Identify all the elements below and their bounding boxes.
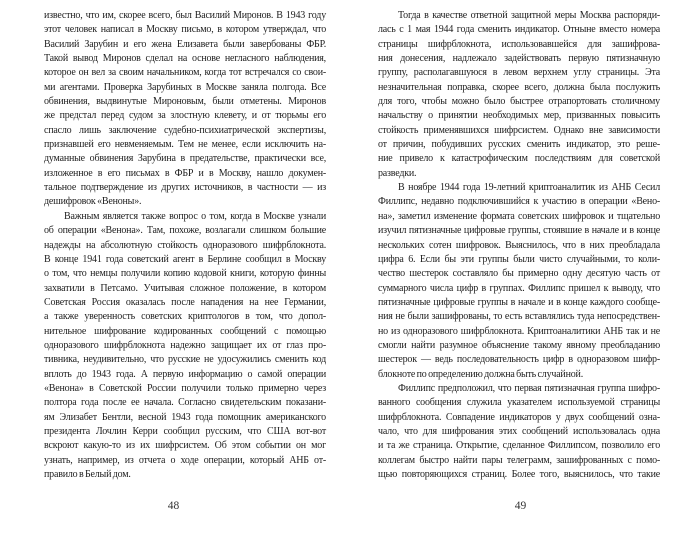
text-line: Василий Зарубин и его жена Елизавета были завербованы ФБР. [44,38,326,50]
text-line: ние привело к катастрофическим последствиям для советской [378,153,660,165]
text-line: одноразового шифрблокнота надежно защищает их от глаз про- [44,339,326,351]
text-line: «Венона» в Советской России получили только примерно через [44,382,326,394]
paragraph [44,9,326,210]
text-line: обвинения, выдвинутые Мироновым, были отметены. Миронов [44,96,326,108]
text-line: Такой вывод Миронов сделал на основе негласного наблюдения, [44,53,326,65]
text-line: думанные обвинения Зарубина в предательстве, практически все, [44,153,326,165]
text-line: Филлипс, недавно подключившийся к участию в операции «Вено- [378,196,660,208]
text-line: тальное подтверждение из других источников, в частности — из [44,182,326,194]
text-line: надежды на абсолютную стойкость одноразового шифрблокнота. [44,239,326,251]
text-line: изучил пятизначные цифровые группы, стоявшие в начале и в конце [378,225,660,237]
text-line: шифрблокнота. Совпадение индикаторов у двух сообщений озна- [378,411,660,423]
text-line: ям Элизабет Бентли, весной 1943 года помощник американского [44,411,326,423]
text-line: суммарного числа цифр в группах. Филлипс пришел к выводу, что [378,282,660,294]
text-line: а также уверенность советских криптологов в том, что допол- [44,311,326,323]
text-line: незначительная поправка, скорее всего, должна была послужить [378,81,660,93]
text-line: пятизначные цифровые группы в начале и в конце каждого сообще- [378,296,660,308]
text-line: признавшей его невменяемым. Тем не менее, если исключить на- [44,139,326,151]
text-line: начальству о принятии необходимых мер, призванных повысить [378,110,660,122]
text-line: В конце 1941 года советский агент в Берлине сообщил в Москву [44,253,326,265]
text-line: о том, что немцы получили копию кодовой книги, которую финны [44,268,326,280]
text-line: дешифровок «Веноны». [44,196,142,208]
text-line: узнать, например, из отчета о ходе операции, который АНБ от- [44,454,326,466]
text-line: нескольких сотен шифровок. Выяснилось, что в них преобладала [378,239,660,251]
text-line: известно, что им, скорее всего, был Василий Миронов. В 1943 году [44,10,326,21]
text-line: шестерок — ведь последовательность цифр в одноразовом шифр- [378,354,660,366]
text-line: правило в Белый дом. [44,469,131,480]
page-number: 49 [514,500,527,512]
page-number: 48 [167,500,180,512]
text-line: на», заметил изменение формата советских шифровок и тщательно [378,210,660,222]
text-line: захватили в Петсамо. Учитывая сложное положение, в котором [44,282,326,294]
text-line: вплоть до 1943 года. А первую информацию о самой операции [44,368,326,380]
text-line: Филлипс предположил, что первая пятизначная группа шифро- [398,382,660,394]
text-line: ванного сообщения служила указателем используемой страницы [378,397,660,409]
text-line: этот человек написал в Москву письмо, в котором утверждал, что [44,24,326,36]
text-line: коллегам быстро найти пары телеграмм, зашифрованных с помо- [378,454,660,466]
text-line: и та же страница. Открытие, сделанное Филлипсом, позволило его [378,440,660,452]
text-line: же предстал перед судом за злостную клевету, и от тюрьмы его [44,110,326,122]
text-line: цифра 6. Если бы эти группы были чисто случайными, то коли- [378,253,660,265]
text-line: нительное шифрование кодированных сообщений с помощью [44,325,326,337]
text-line: которое он вел за своим начальником, когда тот встречался со свои- [44,67,326,79]
text-line: разведки. [378,167,417,179]
text-line: для того, чтобы можно было быстрее отрапортовать столичному [378,96,660,108]
text-line: полтора года после ее начала. Согласно свидетельским показани- [44,397,326,409]
text-line: группу, располагавшуюся в левом верхнем углу страницы. Эта [378,67,660,79]
text-line: тивника, неудивительно, что русские не удосужились сменить код [44,354,326,366]
text-line: ния донесения, надлежало задействовать первую пятизначную [378,53,660,65]
text-line: спасло лишь заключение судебно-психиатрической экспертизы, [44,124,326,136]
text-line: Советская Россия оказалась после нападения на нее Германии, [44,296,326,308]
paragraph [44,210,326,483]
text-line: вскроют какую-то из их шифрсистем. Об этом событии он мог [44,440,326,452]
text-line: страницы шифрблокнота, использовавшейся для зашифрова- [378,38,660,50]
text-line: чество шестерок составляло бы примерно одну десятую часть от [378,268,660,280]
text-line: блокноте по определению должна быть случайной. [378,368,583,380]
text-line: Тогда в качестве ответной защитной меры Москва распоряди- [398,10,660,21]
text-line: лась с 1 мая 1944 года сменить индикатор. Отныне вместо номера [378,24,660,36]
right-page [347,0,694,540]
text-line: чало, что для шифрования этих сообщений использовалась одна [378,425,660,437]
text-line: но из одноразового шифрблокнота. Криптоаналитики АНБ так и не [378,325,660,337]
text-line: изложенное в его письмах в ФБР и в Москву, нашло докумен- [44,167,326,179]
text-line: ния не были зашифрованы, то есть вставлялись туда непосредствен- [378,311,660,323]
text-line: смогли найти разумное объяснение такому явному преобладанию [378,339,660,351]
text-line: Важным является также вопрос о том, когда в Москве узнали [64,210,326,222]
text-line: президента Лочлин Керри сообщил русским, что США вот-вот [44,425,326,437]
page-text [44,9,326,482]
text-line: ми агентами. Проверка Зарубиных в Москве заняла полгода. Все [44,81,326,93]
text-line: стойкость применявшихся шифрсистем. Однако вне зависимости [378,124,660,136]
paragraph [378,382,660,482]
text-line: от причин, побудивших русских сменить индикатор, это реше- [378,139,660,151]
paragraph [378,181,660,382]
paragraph [378,9,660,181]
text-line: щью повторяющихся страниц. Более того, выяснилось, что такие [378,469,660,480]
text-line: В ноябре 1944 года 19-летний криптоаналитик из АНБ Сесил [398,182,660,194]
page-text [378,9,660,482]
text-line: об операции «Венона». Там, похоже, возлагали слишком большие [44,225,326,237]
